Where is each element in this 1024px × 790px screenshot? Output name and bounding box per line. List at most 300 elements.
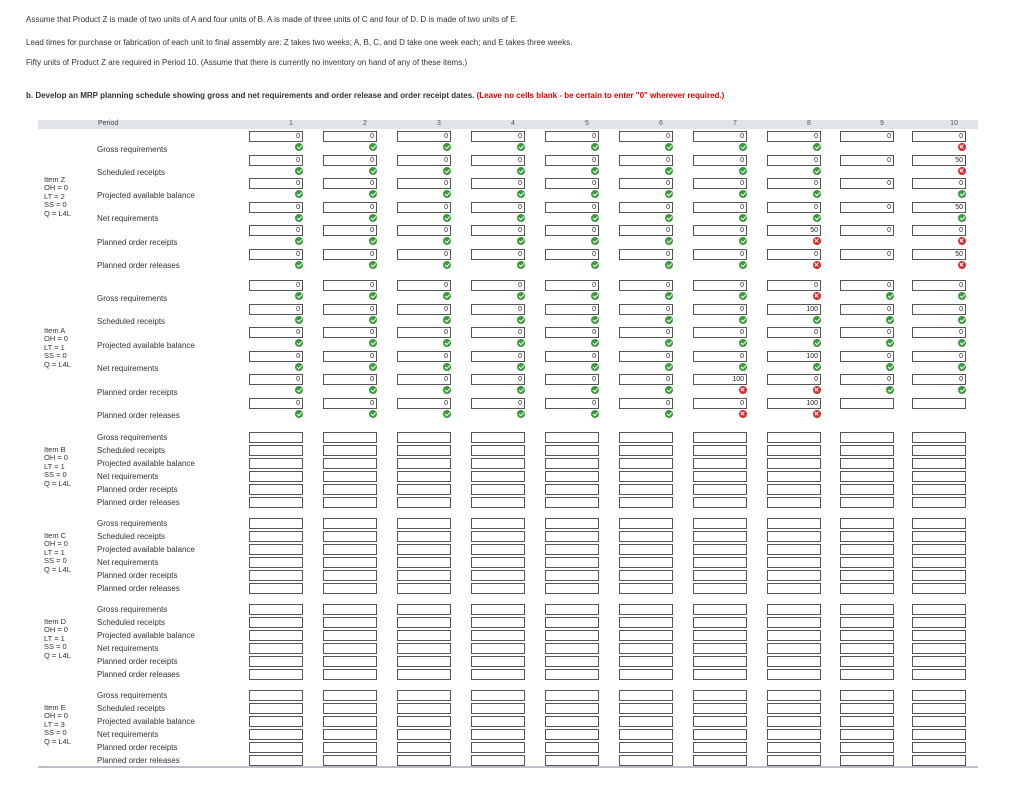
mrp-cell[interactable] [323, 570, 377, 581]
mrp-cell[interactable] [840, 458, 894, 469]
mrp-cell[interactable]: 0 [840, 225, 894, 236]
mrp-cell[interactable] [912, 656, 966, 667]
mrp-cell[interactable] [912, 716, 966, 727]
mrp-cell[interactable] [767, 531, 821, 542]
mrp-cell[interactable] [693, 630, 747, 641]
mrp-cell[interactable] [545, 445, 599, 456]
mrp-cell[interactable] [912, 398, 966, 409]
mrp-cell[interactable]: 0 [471, 398, 525, 409]
mrp-cell[interactable] [249, 755, 303, 766]
mrp-cell[interactable]: 0 [471, 178, 525, 189]
mrp-cell[interactable] [619, 497, 673, 508]
mrp-cell[interactable] [619, 703, 673, 714]
mrp-cell[interactable] [767, 458, 821, 469]
mrp-cell[interactable] [619, 570, 673, 581]
mrp-cell[interactable]: 0 [323, 374, 377, 385]
mrp-cell[interactable] [693, 518, 747, 529]
mrp-cell[interactable] [249, 497, 303, 508]
mrp-cell[interactable] [545, 703, 599, 714]
mrp-cell[interactable] [767, 604, 821, 615]
mrp-cell[interactable]: 0 [840, 327, 894, 338]
mrp-cell[interactable] [767, 518, 821, 529]
mrp-cell[interactable] [840, 643, 894, 654]
mrp-cell[interactable] [912, 458, 966, 469]
mrp-cell[interactable] [693, 445, 747, 456]
mrp-cell[interactable] [397, 471, 451, 482]
mrp-cell[interactable]: 0 [619, 202, 673, 213]
mrp-cell[interactable] [471, 716, 525, 727]
mrp-cell[interactable] [397, 557, 451, 568]
mrp-cell[interactable] [249, 557, 303, 568]
mrp-cell[interactable]: 0 [471, 225, 525, 236]
mrp-cell[interactable] [693, 690, 747, 701]
mrp-cell[interactable]: 0 [397, 202, 451, 213]
mrp-cell[interactable] [545, 544, 599, 555]
mrp-cell[interactable] [767, 643, 821, 654]
mrp-cell[interactable] [840, 703, 894, 714]
mrp-cell[interactable] [323, 617, 377, 628]
mrp-cell[interactable] [767, 690, 821, 701]
mrp-cell[interactable]: 0 [545, 225, 599, 236]
mrp-cell[interactable] [545, 669, 599, 680]
mrp-cell[interactable] [323, 497, 377, 508]
mrp-cell[interactable]: 0 [323, 351, 377, 362]
mrp-cell[interactable]: 0 [545, 202, 599, 213]
mrp-cell[interactable]: 0 [323, 178, 377, 189]
mrp-cell[interactable] [912, 484, 966, 495]
mrp-cell[interactable] [471, 544, 525, 555]
mrp-cell[interactable]: 0 [397, 225, 451, 236]
mrp-cell[interactable] [767, 445, 821, 456]
mrp-cell[interactable]: 0 [912, 131, 966, 142]
mrp-cell[interactable]: 0 [249, 304, 303, 315]
mrp-cell[interactable]: 0 [840, 304, 894, 315]
mrp-cell[interactable] [840, 742, 894, 753]
mrp-cell[interactable] [397, 518, 451, 529]
mrp-cell[interactable] [912, 755, 966, 766]
mrp-cell[interactable]: 0 [840, 155, 894, 166]
mrp-cell[interactable]: 0 [545, 304, 599, 315]
mrp-cell[interactable]: 0 [323, 304, 377, 315]
mrp-cell[interactable]: 0 [323, 327, 377, 338]
mrp-cell[interactable] [471, 471, 525, 482]
mrp-cell[interactable] [323, 484, 377, 495]
mrp-cell[interactable] [471, 755, 525, 766]
mrp-cell[interactable]: 0 [619, 225, 673, 236]
mrp-cell[interactable]: 0 [840, 202, 894, 213]
mrp-cell[interactable] [840, 518, 894, 529]
mrp-cell[interactable]: 0 [693, 131, 747, 142]
mrp-cell[interactable] [397, 703, 451, 714]
mrp-cell[interactable] [767, 497, 821, 508]
mrp-cell[interactable] [840, 583, 894, 594]
mrp-cell[interactable] [840, 445, 894, 456]
mrp-cell[interactable]: 0 [619, 351, 673, 362]
mrp-cell[interactable] [912, 630, 966, 641]
mrp-cell[interactable]: 0 [619, 304, 673, 315]
mrp-cell[interactable] [840, 557, 894, 568]
mrp-cell[interactable] [912, 570, 966, 581]
mrp-cell[interactable]: 0 [693, 327, 747, 338]
mrp-cell[interactable] [693, 432, 747, 443]
mrp-cell[interactable]: 50 [912, 155, 966, 166]
mrp-cell[interactable]: 0 [249, 351, 303, 362]
mrp-cell[interactable] [693, 669, 747, 680]
mrp-cell[interactable] [840, 690, 894, 701]
mrp-cell[interactable] [323, 604, 377, 615]
mrp-cell[interactable]: 0 [545, 351, 599, 362]
mrp-cell[interactable]: 0 [693, 304, 747, 315]
mrp-cell[interactable] [912, 643, 966, 654]
mrp-cell[interactable]: 0 [912, 178, 966, 189]
mrp-cell[interactable] [323, 557, 377, 568]
mrp-cell[interactable]: 100 [767, 398, 821, 409]
mrp-cell[interactable] [912, 432, 966, 443]
mrp-cell[interactable] [840, 471, 894, 482]
mrp-cell[interactable] [397, 445, 451, 456]
mrp-cell[interactable] [545, 630, 599, 641]
mrp-cell[interactable] [767, 656, 821, 667]
mrp-cell[interactable]: 0 [619, 398, 673, 409]
mrp-cell[interactable]: 0 [545, 249, 599, 260]
mrp-cell[interactable] [397, 432, 451, 443]
mrp-cell[interactable] [912, 742, 966, 753]
mrp-cell[interactable] [471, 583, 525, 594]
mrp-cell[interactable]: 0 [397, 131, 451, 142]
mrp-cell[interactable] [249, 669, 303, 680]
mrp-cell[interactable]: 0 [693, 155, 747, 166]
mrp-cell[interactable] [767, 544, 821, 555]
mrp-cell[interactable] [912, 557, 966, 568]
mrp-cell[interactable] [471, 643, 525, 654]
mrp-cell[interactable]: 0 [545, 327, 599, 338]
mrp-cell[interactable]: 0 [397, 304, 451, 315]
mrp-cell[interactable] [397, 604, 451, 615]
mrp-cell[interactable] [545, 617, 599, 628]
mrp-cell[interactable] [249, 630, 303, 641]
mrp-cell[interactable] [471, 458, 525, 469]
mrp-cell[interactable] [912, 471, 966, 482]
mrp-cell[interactable]: 0 [323, 225, 377, 236]
mrp-cell[interactable]: 0 [545, 155, 599, 166]
mrp-cell[interactable] [840, 630, 894, 641]
mrp-cell[interactable]: 0 [912, 351, 966, 362]
mrp-cell[interactable] [249, 583, 303, 594]
mrp-cell[interactable] [912, 518, 966, 529]
mrp-cell[interactable] [249, 518, 303, 529]
mrp-cell[interactable] [397, 742, 451, 753]
mrp-cell[interactable] [912, 617, 966, 628]
mrp-cell[interactable] [619, 604, 673, 615]
mrp-cell[interactable] [619, 755, 673, 766]
mrp-cell[interactable] [693, 458, 747, 469]
mrp-cell[interactable] [619, 656, 673, 667]
mrp-cell[interactable] [397, 716, 451, 727]
mrp-cell[interactable] [693, 570, 747, 581]
mrp-cell[interactable]: 0 [249, 249, 303, 260]
mrp-cell[interactable] [840, 669, 894, 680]
mrp-cell[interactable] [249, 716, 303, 727]
mrp-cell[interactable] [249, 445, 303, 456]
mrp-cell[interactable] [619, 518, 673, 529]
mrp-cell[interactable]: 0 [767, 374, 821, 385]
mrp-cell[interactable] [767, 703, 821, 714]
mrp-cell[interactable]: 0 [249, 202, 303, 213]
mrp-cell[interactable] [619, 484, 673, 495]
mrp-cell[interactable] [619, 445, 673, 456]
mrp-cell[interactable] [471, 604, 525, 615]
mrp-cell[interactable]: 0 [471, 374, 525, 385]
mrp-cell[interactable] [323, 471, 377, 482]
mrp-cell[interactable]: 0 [545, 280, 599, 291]
mrp-cell[interactable] [323, 630, 377, 641]
mrp-cell[interactable] [619, 630, 673, 641]
mrp-cell[interactable]: 0 [767, 178, 821, 189]
mrp-cell[interactable] [397, 669, 451, 680]
mrp-cell[interactable]: 50 [912, 249, 966, 260]
mrp-cell[interactable] [840, 716, 894, 727]
mrp-cell[interactable]: 0 [912, 225, 966, 236]
mrp-cell[interactable] [840, 617, 894, 628]
mrp-cell[interactable]: 0 [397, 327, 451, 338]
mrp-cell[interactable] [249, 458, 303, 469]
mrp-cell[interactable] [693, 497, 747, 508]
mrp-cell[interactable]: 0 [693, 178, 747, 189]
mrp-cell[interactable]: 0 [619, 249, 673, 260]
mrp-cell[interactable] [323, 703, 377, 714]
mrp-cell[interactable]: 0 [323, 398, 377, 409]
mrp-cell[interactable] [693, 729, 747, 740]
mrp-cell[interactable] [545, 742, 599, 753]
mrp-cell[interactable] [693, 742, 747, 753]
mrp-cell[interactable]: 0 [397, 280, 451, 291]
mrp-cell[interactable] [767, 617, 821, 628]
mrp-cell[interactable] [912, 690, 966, 701]
mrp-cell[interactable] [619, 669, 673, 680]
mrp-cell[interactable]: 0 [693, 351, 747, 362]
mrp-cell[interactable] [471, 617, 525, 628]
mrp-cell[interactable] [912, 445, 966, 456]
mrp-cell[interactable] [693, 484, 747, 495]
mrp-cell[interactable]: 0 [693, 398, 747, 409]
mrp-cell[interactable] [767, 471, 821, 482]
mrp-cell[interactable]: 0 [323, 202, 377, 213]
mrp-cell[interactable]: 0 [840, 249, 894, 260]
mrp-cell[interactable]: 0 [840, 280, 894, 291]
mrp-cell[interactable]: 0 [545, 374, 599, 385]
mrp-cell[interactable] [545, 471, 599, 482]
mrp-cell[interactable] [693, 716, 747, 727]
mrp-cell[interactable] [767, 432, 821, 443]
mrp-cell[interactable] [323, 445, 377, 456]
mrp-cell[interactable] [397, 497, 451, 508]
mrp-cell[interactable] [545, 755, 599, 766]
mrp-cell[interactable]: 0 [397, 351, 451, 362]
mrp-cell[interactable] [471, 497, 525, 508]
mrp-cell[interactable]: 0 [912, 280, 966, 291]
mrp-cell[interactable] [912, 583, 966, 594]
mrp-cell[interactable] [767, 729, 821, 740]
mrp-cell[interactable] [693, 656, 747, 667]
mrp-cell[interactable] [545, 518, 599, 529]
mrp-cell[interactable]: 0 [471, 351, 525, 362]
mrp-cell[interactable] [471, 570, 525, 581]
mrp-cell[interactable] [545, 497, 599, 508]
mrp-cell[interactable] [323, 716, 377, 727]
mrp-cell[interactable] [912, 729, 966, 740]
mrp-cell[interactable] [693, 544, 747, 555]
mrp-cell[interactable]: 0 [693, 280, 747, 291]
mrp-cell[interactable] [471, 742, 525, 753]
mrp-cell[interactable] [545, 716, 599, 727]
mrp-cell[interactable]: 0 [471, 249, 525, 260]
mrp-cell[interactable] [545, 604, 599, 615]
mrp-cell[interactable] [397, 729, 451, 740]
mrp-cell[interactable]: 50 [767, 225, 821, 236]
mrp-cell[interactable]: 0 [323, 280, 377, 291]
mrp-cell[interactable] [323, 729, 377, 740]
mrp-cell[interactable]: 0 [545, 131, 599, 142]
mrp-cell[interactable]: 100 [693, 374, 747, 385]
mrp-cell[interactable] [767, 570, 821, 581]
mrp-cell[interactable]: 0 [471, 155, 525, 166]
mrp-cell[interactable] [693, 755, 747, 766]
mrp-cell[interactable]: 0 [912, 327, 966, 338]
mrp-cell[interactable]: 0 [471, 131, 525, 142]
mrp-cell[interactable] [912, 531, 966, 542]
mrp-cell[interactable] [912, 703, 966, 714]
mrp-cell[interactable] [397, 755, 451, 766]
mrp-cell[interactable] [545, 690, 599, 701]
mrp-cell[interactable]: 0 [471, 304, 525, 315]
mrp-cell[interactable] [619, 617, 673, 628]
mrp-cell[interactable]: 0 [323, 155, 377, 166]
mrp-cell[interactable]: 50 [912, 202, 966, 213]
mrp-cell[interactable]: 0 [545, 398, 599, 409]
mrp-cell[interactable] [545, 458, 599, 469]
mrp-cell[interactable]: 100 [767, 304, 821, 315]
mrp-cell[interactable] [323, 690, 377, 701]
mrp-cell[interactable] [545, 531, 599, 542]
mrp-cell[interactable]: 0 [397, 249, 451, 260]
mrp-cell[interactable] [323, 742, 377, 753]
mrp-cell[interactable] [619, 690, 673, 701]
mrp-cell[interactable] [840, 755, 894, 766]
mrp-cell[interactable] [471, 518, 525, 529]
mrp-cell[interactable]: 0 [249, 225, 303, 236]
mrp-cell[interactable] [767, 742, 821, 753]
mrp-cell[interactable] [767, 630, 821, 641]
mrp-cell[interactable] [249, 471, 303, 482]
mrp-cell[interactable] [397, 690, 451, 701]
mrp-cell[interactable]: 0 [767, 202, 821, 213]
mrp-cell[interactable] [323, 583, 377, 594]
mrp-cell[interactable]: 0 [249, 178, 303, 189]
mrp-cell[interactable]: 0 [619, 327, 673, 338]
mrp-cell[interactable] [767, 583, 821, 594]
mrp-cell[interactable] [840, 531, 894, 542]
mrp-cell[interactable] [619, 583, 673, 594]
mrp-cell[interactable] [323, 755, 377, 766]
mrp-cell[interactable]: 0 [840, 178, 894, 189]
mrp-cell[interactable] [471, 445, 525, 456]
mrp-cell[interactable] [545, 557, 599, 568]
mrp-cell[interactable] [693, 557, 747, 568]
mrp-cell[interactable]: 0 [397, 398, 451, 409]
mrp-cell[interactable] [619, 531, 673, 542]
mrp-cell[interactable]: 0 [693, 225, 747, 236]
mrp-cell[interactable] [912, 604, 966, 615]
mrp-cell[interactable]: 0 [767, 249, 821, 260]
mrp-cell[interactable] [249, 690, 303, 701]
mrp-cell[interactable] [323, 518, 377, 529]
mrp-cell[interactable]: 0 [912, 374, 966, 385]
mrp-cell[interactable]: 0 [840, 374, 894, 385]
mrp-cell[interactable] [619, 716, 673, 727]
mrp-cell[interactable] [619, 742, 673, 753]
mrp-cell[interactable] [323, 669, 377, 680]
mrp-cell[interactable] [619, 544, 673, 555]
mrp-cell[interactable]: 0 [619, 374, 673, 385]
mrp-cell[interactable] [323, 458, 377, 469]
mrp-cell[interactable] [323, 656, 377, 667]
mrp-cell[interactable] [471, 669, 525, 680]
mrp-cell[interactable] [249, 531, 303, 542]
mrp-cell[interactable] [323, 544, 377, 555]
mrp-cell[interactable] [767, 716, 821, 727]
mrp-cell[interactable]: 0 [249, 374, 303, 385]
mrp-cell[interactable] [471, 630, 525, 641]
mrp-cell[interactable] [471, 729, 525, 740]
mrp-cell[interactable] [912, 669, 966, 680]
mrp-cell[interactable] [545, 432, 599, 443]
mrp-cell[interactable] [545, 484, 599, 495]
mrp-cell[interactable]: 0 [767, 131, 821, 142]
mrp-cell[interactable] [397, 484, 451, 495]
mrp-cell[interactable] [619, 432, 673, 443]
mrp-cell[interactable] [693, 643, 747, 654]
mrp-cell[interactable] [249, 604, 303, 615]
mrp-cell[interactable] [619, 458, 673, 469]
mrp-cell[interactable]: 0 [619, 131, 673, 142]
mrp-cell[interactable] [912, 497, 966, 508]
mrp-cell[interactable] [397, 630, 451, 641]
mrp-cell[interactable]: 0 [619, 280, 673, 291]
mrp-cell[interactable] [471, 432, 525, 443]
mrp-cell[interactable] [323, 531, 377, 542]
mrp-cell[interactable] [471, 531, 525, 542]
mrp-cell[interactable] [767, 484, 821, 495]
mrp-cell[interactable] [249, 570, 303, 581]
mrp-cell[interactable] [693, 471, 747, 482]
mrp-cell[interactable]: 0 [767, 155, 821, 166]
mrp-cell[interactable] [249, 484, 303, 495]
mrp-cell[interactable] [840, 604, 894, 615]
mrp-cell[interactable] [471, 703, 525, 714]
mrp-cell[interactable]: 0 [249, 155, 303, 166]
mrp-cell[interactable]: 0 [912, 304, 966, 315]
mrp-cell[interactable]: 0 [840, 131, 894, 142]
mrp-cell[interactable]: 0 [767, 280, 821, 291]
mrp-cell[interactable] [693, 703, 747, 714]
mrp-cell[interactable] [397, 458, 451, 469]
mrp-cell[interactable] [397, 643, 451, 654]
mrp-cell[interactable] [397, 583, 451, 594]
mrp-cell[interactable] [619, 643, 673, 654]
mrp-cell[interactable] [840, 570, 894, 581]
mrp-cell[interactable] [693, 604, 747, 615]
mrp-cell[interactable]: 0 [323, 131, 377, 142]
